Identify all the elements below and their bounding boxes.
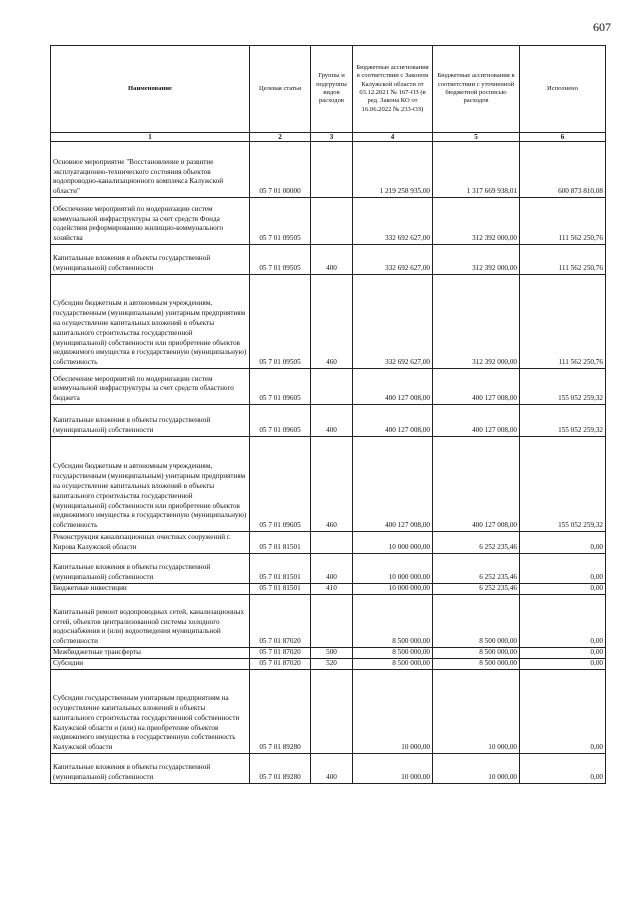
row-law-allocation: 332 692 627,00: [353, 198, 433, 245]
row-refined-allocation: 312 392 000,00: [433, 275, 520, 369]
row-executed: 0,00: [520, 532, 606, 554]
row-target-article: 05 7 01 81501: [250, 584, 311, 595]
row-executed: 0,00: [520, 584, 606, 595]
row-executed: 111 562 250,76: [520, 245, 606, 275]
column-number: 3: [311, 133, 353, 142]
row-expense-group: [311, 142, 353, 198]
row-law-allocation: 8 500 000,00: [353, 595, 433, 648]
row-refined-allocation: 6 252 235,46: [433, 532, 520, 554]
row-refined-allocation: 312 392 000,00: [433, 198, 520, 245]
table-row: [51, 198, 606, 245]
table-row: [51, 532, 606, 554]
row-name: Обеспечение мероприятий по модернизации систем коммунальной инфраструктуры за счет средств областного бюджета: [51, 369, 250, 405]
row-law-allocation: 1 219 258 935,00: [353, 142, 433, 198]
row-name: Субсидии бюджетным и автономным учреждениям, государственным (муниципальным) унитарным предприятиям на осуществление капитальных вложений в объекты капитального строительства государственной (муниципальной) собственности или приобретение объектов недвижимого имущества в государственную (муниципальную) собственность: [51, 275, 250, 369]
row-target-article: 05 7 01 09605: [250, 405, 311, 437]
column-number: 5: [433, 133, 520, 142]
row-expense-group: 410: [311, 584, 353, 595]
budget-table: [50, 45, 606, 784]
row-expense-group: 400: [311, 405, 353, 437]
row-executed: 155 052 259,32: [520, 369, 606, 405]
table-row: [51, 659, 606, 670]
table-row: [51, 405, 606, 437]
column-header-name: Наименование: [51, 46, 250, 133]
row-executed: 0,00: [520, 595, 606, 648]
table-row: [51, 245, 606, 275]
row-executed: 0,00: [520, 648, 606, 659]
row-law-allocation: 400 127 008,00: [353, 405, 433, 437]
row-refined-allocation: 10 000,00: [433, 754, 520, 784]
row-refined-allocation: 8 500 000,00: [433, 659, 520, 670]
row-name: Капитальные вложения в объекты государственной (муниципальной) собственности: [51, 554, 250, 584]
column-number: 6: [520, 133, 606, 142]
row-refined-allocation: 6 252 235,46: [433, 554, 520, 584]
row-executed: 600 873 810,08: [520, 142, 606, 198]
row-expense-group: [311, 198, 353, 245]
row-refined-allocation: 6 252 235,46: [433, 584, 520, 595]
row-expense-group: 500: [311, 648, 353, 659]
row-name: Субсидии: [51, 659, 250, 670]
row-name: Субсидии бюджетным и автономным учреждениям, государственным (муниципальным) унитарным предприятиям на осуществление капитальных вложений в объекты капитального строительства государственной (муниципальной) собственности или приобретение объектов недвижимого имущества в государственную (муниципальную) собственность: [51, 437, 250, 532]
row-executed: 0,00: [520, 670, 606, 754]
row-expense-group: 520: [311, 659, 353, 670]
row-refined-allocation: 400 127 008,00: [433, 405, 520, 437]
row-name: Капитальные вложения в объекты государственной (муниципальной) собственности: [51, 405, 250, 437]
column-header-refined-allocations: Бюджетные ассигнования в соответствии с уточненной бюджетной росписью расходов: [433, 46, 520, 133]
row-law-allocation: 10 000,00: [353, 670, 433, 754]
column-header-target-article: Целевая статья: [250, 46, 311, 133]
row-refined-allocation: 8 500 000,00: [433, 595, 520, 648]
row-executed: 111 562 250,76: [520, 275, 606, 369]
table-header-row: [51, 46, 606, 133]
row-target-article: 05 7 01 09505: [250, 198, 311, 245]
row-target-article: 05 7 01 89280: [250, 754, 311, 784]
row-executed: 0,00: [520, 554, 606, 584]
row-expense-group: 400: [311, 554, 353, 584]
column-number: 2: [250, 133, 311, 142]
row-refined-allocation: 400 127 008,00: [433, 369, 520, 405]
page-number: 607: [593, 20, 611, 34]
row-law-allocation: 10 000 000,00: [353, 554, 433, 584]
row-target-article: 05 7 01 87020: [250, 595, 311, 648]
row-law-allocation: 332 692 627,00: [353, 275, 433, 369]
row-expense-group: 460: [311, 437, 353, 532]
row-expense-group: [311, 532, 353, 554]
row-refined-allocation: 10 000,00: [433, 670, 520, 754]
table-row: [51, 554, 606, 584]
row-name: Капитальные вложения в объекты государственной (муниципальной) собственности: [51, 245, 250, 275]
table-row: [51, 754, 606, 784]
table-row: [51, 369, 606, 405]
row-law-allocation: 8 500 000,00: [353, 648, 433, 659]
row-expense-group: [311, 670, 353, 754]
row-refined-allocation: 400 127 008,00: [433, 437, 520, 532]
table-row: [51, 670, 606, 754]
table-row: [51, 595, 606, 648]
table-row: [51, 584, 606, 595]
row-refined-allocation: 1 317 669 938,01: [433, 142, 520, 198]
row-target-article: 05 7 01 09505: [250, 275, 311, 369]
row-executed: 111 562 250,76: [520, 198, 606, 245]
row-law-allocation: 10 000,00: [353, 754, 433, 784]
row-name: Основное мероприятие "Восстановление и развитие эксплуатационно-технического состояния объектов водопроводно-канализационного комплекса Калужской области": [51, 142, 250, 198]
row-executed: 0,00: [520, 754, 606, 784]
row-executed: 155 052 259,32: [520, 405, 606, 437]
row-law-allocation: 400 127 008,00: [353, 369, 433, 405]
row-expense-group: 400: [311, 245, 353, 275]
row-name: Реконструкция канализационных очистных сооружений г. Кирова Калужской области: [51, 532, 250, 554]
row-name: Капитальный ремонт водопроводных сетей, канализационных сетей, объектов централизованной системы холодного водоснабжения и (или) водоотведения муниципальной собственности: [51, 595, 250, 648]
column-header-executed: Исполнено: [520, 46, 606, 133]
column-number: 1: [51, 133, 250, 142]
row-target-article: 05 7 01 09605: [250, 369, 311, 405]
row-law-allocation: 10 000 000,00: [353, 584, 433, 595]
column-number: 4: [353, 133, 433, 142]
row-name: Межбюджетные трансферты: [51, 648, 250, 659]
row-target-article: 05 7 01 89280: [250, 670, 311, 754]
row-expense-group: 460: [311, 275, 353, 369]
row-executed: 155 052 259,32: [520, 437, 606, 532]
row-law-allocation: 8 500 000,00: [353, 659, 433, 670]
row-refined-allocation: 8 500 000,00: [433, 648, 520, 659]
row-target-article: 05 7 01 87020: [250, 659, 311, 670]
column-number-row: [51, 133, 606, 142]
row-expense-group: [311, 595, 353, 648]
row-law-allocation: 10 000 000,00: [353, 532, 433, 554]
row-law-allocation: 400 127 008,00: [353, 437, 433, 532]
column-header-expense-groups: Группы и подгруппы видов расходов: [311, 46, 353, 133]
row-expense-group: [311, 369, 353, 405]
column-header-law-allocations: Бюджетные ассигнования в соответствии с Законом Калужской области от 03.12.2021 № 167-ОЗ (в ред. Закона КО от 16.06.2022 № 233-ОЗ): [353, 46, 433, 133]
row-name: Обеспечение мероприятий по модернизации систем коммунальной инфраструктуры за счет средств Фонда содействия реформированию жилищно-коммунального хозяйства: [51, 198, 250, 245]
table-row: [51, 648, 606, 659]
row-target-article: 05 7 01 00000: [250, 142, 311, 198]
row-expense-group: 400: [311, 754, 353, 784]
row-target-article: 05 7 01 81501: [250, 554, 311, 584]
row-target-article: 05 7 01 87020: [250, 648, 311, 659]
row-law-allocation: 332 692 627,00: [353, 245, 433, 275]
row-target-article: 05 7 01 09605: [250, 437, 311, 532]
row-name: Бюджетные инвестиции: [51, 584, 250, 595]
table-row: [51, 275, 606, 369]
row-name: Субсидии государственным унитарным предприятиям на осуществление капитальных вложений в объекты капитального строительства государственной собственности Калужской области и (или) на приобретение объектов недвижимого имущества в государственную собственность Калужской области: [51, 670, 250, 754]
row-refined-allocation: 312 392 000,00: [433, 245, 520, 275]
row-executed: 0,00: [520, 659, 606, 670]
table-row: [51, 142, 606, 198]
table-row: [51, 437, 606, 532]
row-target-article: 05 7 01 09505: [250, 245, 311, 275]
row-name: Капитальные вложения в объекты государственной (муниципальной) собственности: [51, 754, 250, 784]
row-target-article: 05 7 01 81501: [250, 532, 311, 554]
